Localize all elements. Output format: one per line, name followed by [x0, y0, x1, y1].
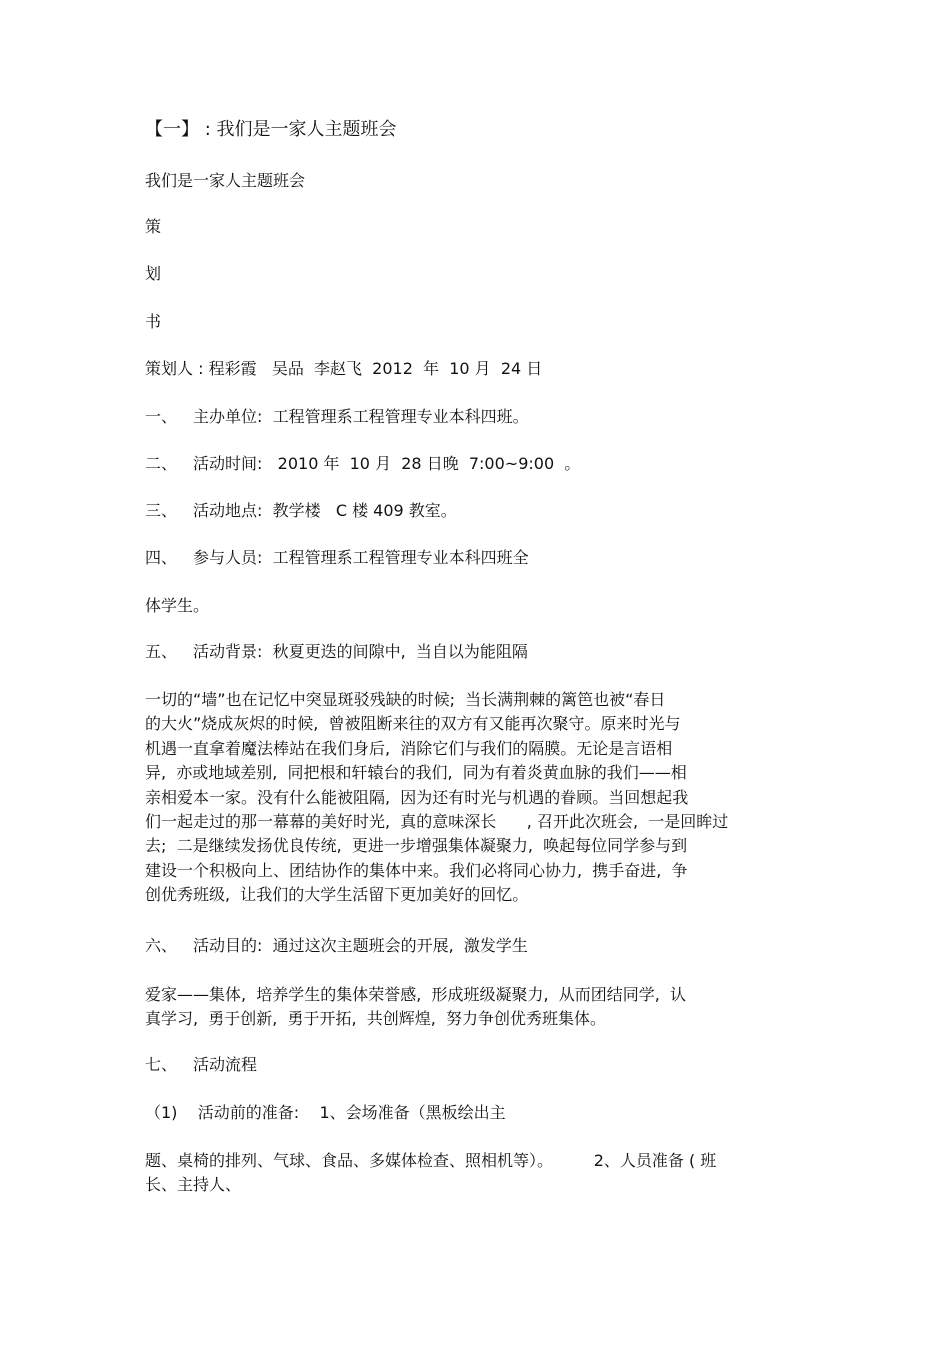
paragraph-line: 的大火”烧成灰烬的时候, 曾被阻断来往的双方有又能再次聚守。原来时光与: [145, 714, 681, 734]
document-title: 【一】 : 我们是一家人主题班会: [145, 119, 397, 140]
section-text: 活动时间: 2010 年 10 月 28 日晚 7:00~9:00 。: [193, 454, 581, 473]
paragraph-line: 去; 二是继续发扬优良传统, 更进一步增强集体凝聚力, 唤起每位同学参与到: [145, 836, 688, 856]
vertical-char-2: 划: [145, 264, 162, 283]
paragraph-line: 一切的“墙”也在记忆中突显斑驳残缺的时候; 当长满荆棘的篱笆也被“春日: [145, 690, 666, 709]
section-text: 主办单位: 工程管理系工程管理专业本科四班。: [193, 407, 529, 426]
vertical-char-3: 书: [145, 312, 162, 331]
section-item: [145, 500, 457, 522]
flow-step: （1) 活动前的准备: 1、会场准备（黑板绘出主: [145, 1103, 506, 1122]
section-item: [145, 641, 528, 663]
paragraph-line: 题、桌椅的排列、气球、食品、多媒体检查、照相机等）。 2、人员准备 ( 班: [145, 1151, 717, 1170]
background-paragraph: [145, 688, 795, 908]
section-item: [145, 547, 529, 569]
paragraph-line: 创优秀班级, 让我们的大学生活留下更加美好的回忆。: [145, 885, 529, 905]
paragraph-line: 异, 亦或地域差别, 同把根和轩辕台的我们, 同为有着炎黄血脉的我们——相: [145, 763, 687, 783]
section-item: [145, 406, 529, 428]
section-item: [145, 1054, 257, 1076]
section-number: 六、: [145, 936, 178, 955]
section-item: [145, 935, 528, 957]
paragraph-line: 真学习, 勇于创新, 勇于开拓, 共创辉煌, 努力争创优秀班集体。: [145, 1009, 607, 1029]
purpose-paragraph: [145, 983, 795, 1032]
section-text: 参与人员: 工程管理系工程管理专业本科四班全: [193, 548, 529, 567]
section-continuation: 体学生。: [145, 596, 210, 615]
section-item: [145, 453, 580, 475]
document-subtitle: 我们是一家人主题班会: [145, 171, 306, 190]
section-number: 二、: [145, 454, 178, 473]
vertical-char-1: 策: [145, 217, 162, 236]
section-number: 五、: [145, 642, 178, 661]
paragraph-line: 长、主持人、: [145, 1175, 242, 1195]
section-text: 活动地点: 教学楼 C 楼 409 教室。: [193, 501, 457, 520]
paragraph-line: 机遇一直拿着魔法棒站在我们身后, 消除它们与我们的隔膜。无论是言语相: [145, 738, 673, 758]
section-text: 活动流程: [193, 1055, 258, 1074]
section-number: 七、: [145, 1055, 178, 1074]
paragraph-line: 们一起走过的那一幕幕的美好时光, 真的意味深长 , 召开此次班会, 一是回眸过: [145, 812, 729, 832]
planner-line: 策划人 : 程彩霞 吴品 李赵飞 2012 年 10 月 24 日: [145, 359, 543, 378]
section-text: 活动背景: 秋夏更迭的间隙中, 当自以为能阻隔: [193, 642, 528, 661]
section-number: 四、: [145, 548, 178, 567]
paragraph-line: 建设一个积极向上、团结协作的集体中来。我们必将同心协力, 携手奋进, 争: [145, 860, 688, 880]
flow-paragraph: [145, 1149, 795, 1198]
paragraph-line: 亲相爱本一家。没有什么能被阻隔, 因为还有时光与机遇的眷顾。当回想起我: [145, 787, 689, 807]
paragraph-line: 爱家——集体, 培养学生的集体荣誉感, 形成班级凝聚力, 从而团结同学, 认: [145, 985, 687, 1004]
section-text: 活动目的: 通过这次主题班会的开展, 激发学生: [193, 936, 528, 955]
section-number: 三、: [145, 501, 178, 520]
section-number: 一、: [145, 407, 178, 426]
